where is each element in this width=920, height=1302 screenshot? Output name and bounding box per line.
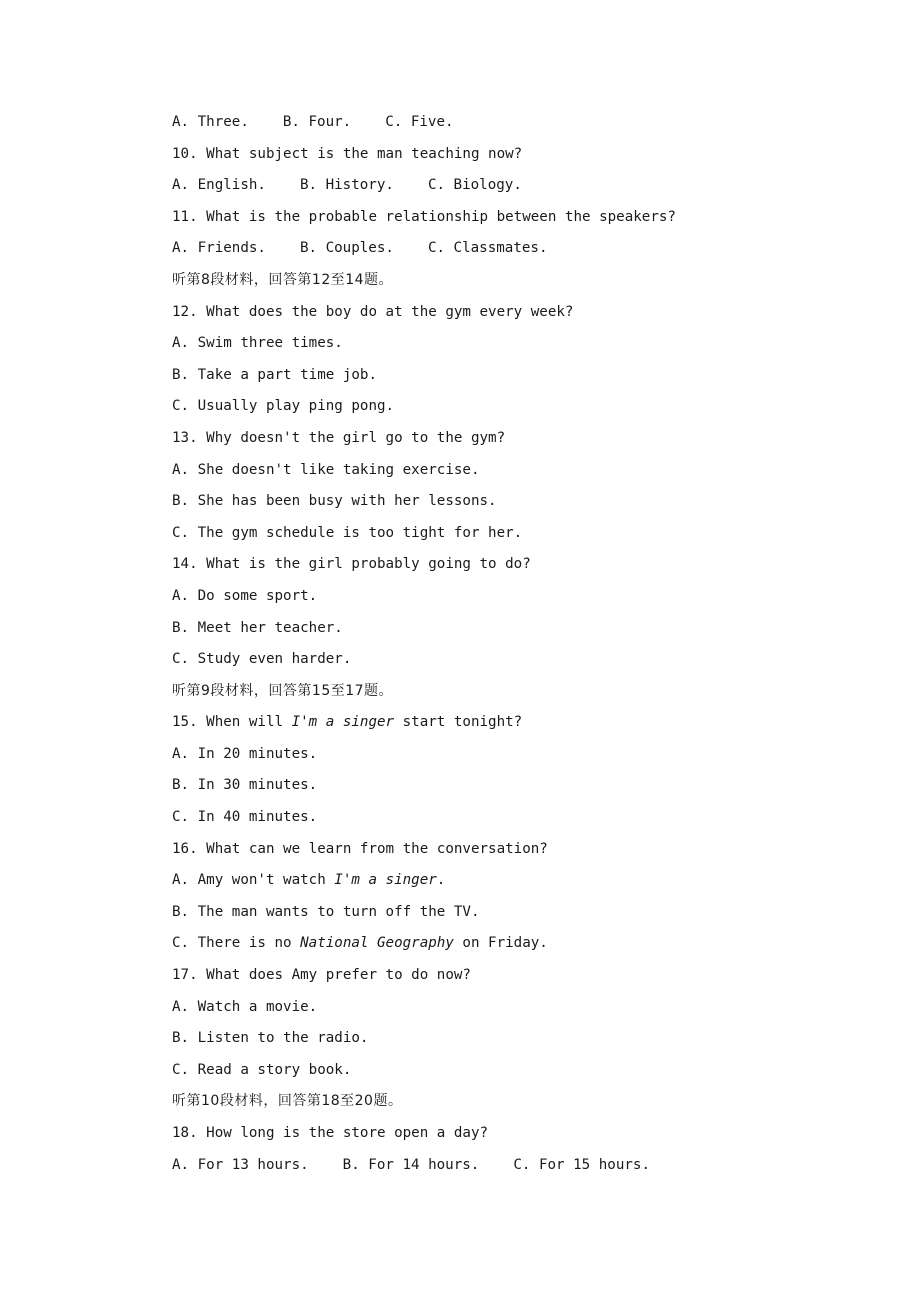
q9-options — [172, 107, 872, 139]
q16-option-c — [172, 928, 872, 960]
q12-option-a: A. Swim three times. — [172, 335, 343, 352]
q12-option-b: B. Take a part time job. — [172, 366, 377, 383]
q12-option-c: C. Usually play ping pong. — [172, 398, 395, 415]
document-page — [172, 107, 872, 1181]
q17-option-a: A. Watch a movie. — [172, 998, 318, 1015]
q11-option-b: B. Couples. — [299, 240, 394, 257]
q14-option-a: A. Do some sport. — [172, 587, 318, 604]
q16-option-c-suffix: on Friday. — [453, 935, 548, 952]
q18-options — [172, 1150, 872, 1182]
q11-option-c: C. Classmates. — [427, 240, 548, 257]
q10-options — [172, 170, 872, 202]
q10-option-a: A. English. — [172, 177, 266, 194]
q18-question: 18. How long is the store open a day? — [172, 1125, 489, 1141]
q16-option-a-suffix: . — [436, 872, 446, 889]
q16-question: 16. What can we learn from the conversation? — [172, 840, 548, 857]
q9-option-b: B. Four. — [282, 114, 352, 130]
q11-options — [172, 233, 872, 265]
q10-question: 10. What subject is the man teaching now? — [172, 145, 523, 162]
q16-option-b: B. The man wants to turn off the TV. — [172, 903, 480, 920]
q18-option-b: B. For 14 hours. — [342, 1156, 480, 1173]
section-9-heading: 听第9段材料，回答第15至17题。 — [172, 682, 394, 699]
q9-option-a: A. Three. — [172, 114, 249, 130]
q15-question-prefix: 15. When will — [172, 714, 292, 731]
q11-question: 11. What is the probable relationship between the speakers? — [172, 208, 676, 225]
q14-option-b: B. Meet her teacher. — [172, 619, 343, 636]
q16-option-a — [172, 865, 872, 897]
section-10-heading: 听第10段材料，回答第18至20题。 — [172, 1093, 403, 1110]
q9-option-c: C. Five. — [385, 114, 454, 130]
q13-question: 13. Why doesn't the girl go to the gym? — [172, 429, 506, 446]
q16-option-a-title: I'm a singer — [334, 872, 437, 889]
section-8-heading: 听第8段材料，回答第12至14题。 — [172, 271, 394, 288]
q15-option-a: A. In 20 minutes. — [172, 745, 318, 762]
q10-option-c: C. Biology. — [427, 177, 522, 194]
q18-option-a: A. For 13 hours. — [172, 1156, 309, 1173]
q18-option-c: C. For 15 hours. — [513, 1156, 651, 1173]
q11-option-a: A. Friends. — [172, 240, 266, 257]
q10-option-b: B. History. — [299, 177, 394, 194]
q13-option-b: B. She has been busy with her lessons. — [172, 493, 497, 510]
q14-question: 14. What is the girl probably going to do? — [172, 556, 531, 573]
q15-show-title: I'm a singer — [291, 714, 395, 731]
q15-option-b: B. In 30 minutes. — [172, 777, 318, 794]
q17-option-c: C. Read a story book. — [172, 1061, 352, 1078]
q16-option-a-prefix: A. Amy won't watch — [172, 872, 335, 889]
q15-question — [172, 707, 872, 739]
q16-option-c-prefix: C. There is no — [172, 935, 301, 952]
q16-option-c-title: National Geography — [300, 935, 454, 952]
q17-option-b: B. Listen to the radio. — [172, 1030, 369, 1047]
q13-option-a: A. She doesn't like taking exercise. — [172, 461, 480, 478]
q12-question: 12. What does the boy do at the gym every week? — [172, 303, 574, 320]
q14-option-c: C. Study even harder. — [172, 651, 352, 668]
q15-option-c: C. In 40 minutes. — [172, 809, 318, 826]
q15-question-suffix: start tonight? — [394, 714, 523, 731]
q17-question: 17. What does Amy prefer to do now? — [172, 967, 471, 984]
q13-option-c: C. The gym schedule is too tight for her. — [172, 524, 523, 541]
